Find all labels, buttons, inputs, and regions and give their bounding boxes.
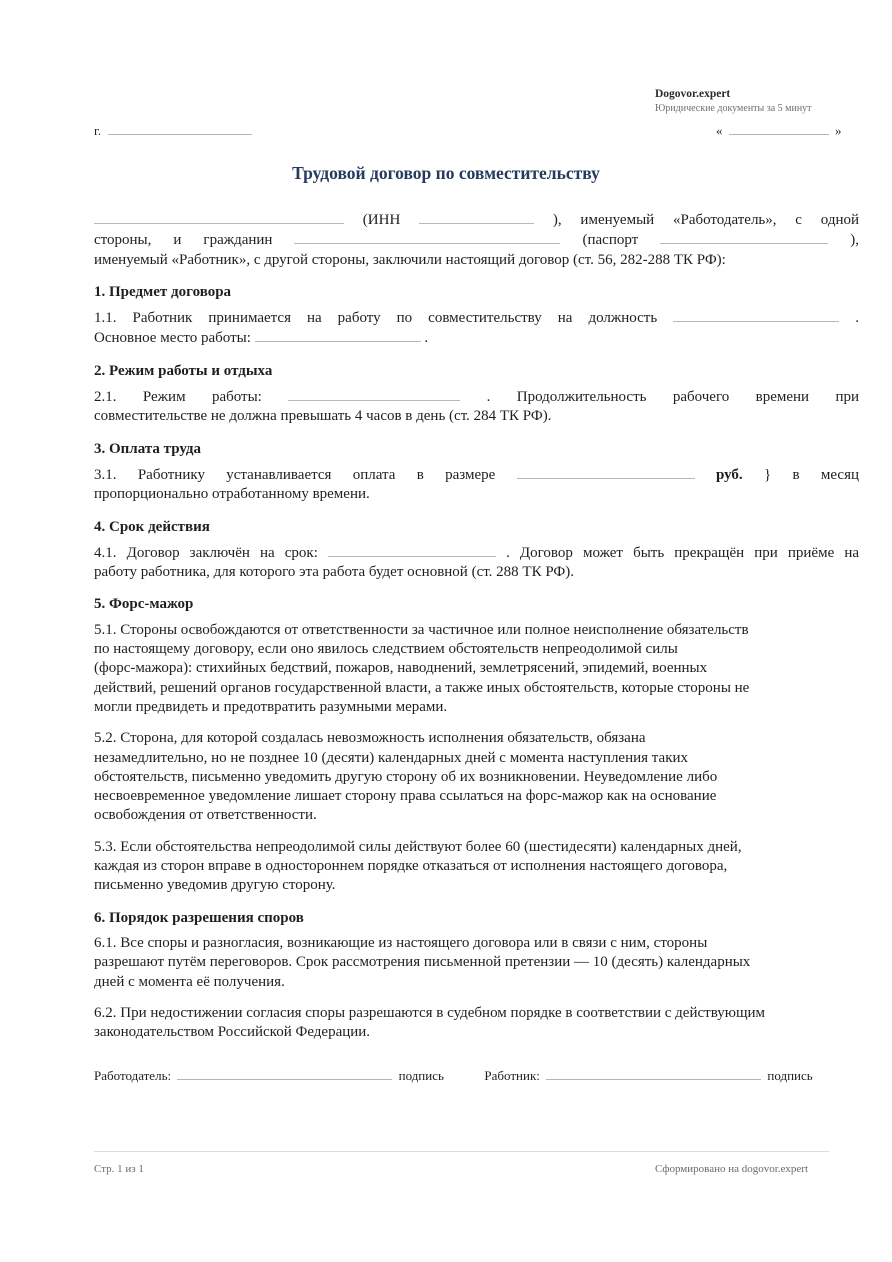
section-5-1-line: по настоящему договору, если оно явилось следствием обстоятельств непреодолимой силы: [94, 641, 678, 658]
position-end: .: [855, 310, 859, 327]
position-blank[interactable]: [673, 308, 839, 322]
section-5-3-line: каждая из сторон вправе в одностороннем порядке отказаться от исполнения настоящего договора,: [94, 858, 728, 875]
section-6-1-line: разрешают путём переговоров. Срок рассмотрения письменной претензии — 10 (десять) календарных: [94, 954, 751, 971]
employee-signature-caption: подпись: [767, 1068, 813, 1083]
section-1-heading: 1. Предмет договора: [94, 283, 232, 300]
salary-blank[interactable]: [517, 465, 695, 479]
employer-signature-label: Работодатель:: [94, 1068, 172, 1083]
employee-name-blank[interactable]: [294, 230, 560, 244]
employer-named-text: ), именуемый «Работодатель», с одной: [552, 212, 860, 228]
section-5-2-line: освобождения от ответственности.: [94, 807, 317, 824]
inn-blank[interactable]: [419, 210, 534, 224]
work-mode-blank[interactable]: [288, 387, 460, 401]
section-2-heading: 2. Режим работы и отдыха: [94, 362, 273, 379]
section-2-line-1: [94, 387, 859, 407]
inn-label: (ИНН: [362, 212, 401, 228]
position-label: 1.1. Работник принимается на работу по совместительству на должность: [94, 310, 658, 327]
section-6-2: [94, 1004, 859, 1043]
main-workplace-end: .: [424, 330, 429, 347]
section-6-1-line: 6.1. Все споры и разногласия, возникающие из настоящего договора или в связи с ним, стороны: [94, 934, 708, 951]
section-5-1-line: действий, решений органов государственной власти, а также иных обстоятельств, которые стороны не: [94, 679, 750, 696]
section-5-2-line: незамедлительно, но не позднее 10 (десяти) календарных дней с момента наступления таких: [94, 749, 689, 766]
employee-signature-line[interactable]: [546, 1066, 761, 1080]
section-5-2-line: несвоевременное уведомление лишает сторону права ссылаться на форс-мажор как на основание: [94, 788, 717, 805]
section-5-2: [94, 729, 859, 825]
section-5-3-line: 5.3. Если обстоятельства непреодолимой силы действуют более 60 (шестидесяти) календарных дней,: [94, 838, 742, 855]
section-6-1-line: дней с момента её получения.: [94, 973, 285, 990]
section-6-heading: 6. Порядок разрешения споров: [94, 909, 304, 926]
date-open-quote: «: [716, 123, 723, 138]
citizen-label: стороны, и гражданин: [94, 232, 273, 249]
main-workplace-label: Основное место работы:: [94, 330, 251, 347]
section-2-line-2: совместительстве не должна превышать 4 часов в день (ст. 284 ТК РФ).: [94, 408, 552, 425]
intro-line-2-end: ),: [850, 232, 860, 249]
section-5-heading: 5. Форс-мажор: [94, 596, 194, 613]
section-3-heading: 3. Оплата труда: [94, 440, 201, 457]
document-title: Трудовой договор по совместительству: [292, 163, 600, 183]
intro-line-1: [94, 210, 859, 230]
intro-line-2: [94, 230, 859, 250]
date-blank[interactable]: [729, 121, 829, 135]
employer-name-blank[interactable]: [94, 210, 344, 224]
generated-note: Сформировано на dogovor.expert: [655, 1163, 809, 1175]
document-body: [94, 210, 859, 1042]
section-4-line-1: [94, 543, 859, 563]
intro-line-3: именуемый «Работник», с другой стороны, заключили настоящий договор (ст. 56, 282-288 ТК РФ):: [94, 251, 726, 268]
brand-tagline: Юридические документы за 5 минут: [655, 103, 812, 114]
section-6-2-line: 6.2. При недостижении согласия споры разрешаются в судебном порядке в соответствии с действующим: [94, 1004, 766, 1021]
main-workplace-blank[interactable]: [255, 328, 421, 342]
section-5-1-line: могли предвидеть и предотвратить разумными мерами.: [94, 698, 448, 715]
section-5-3: [94, 838, 859, 896]
section-5-2-line: обстоятельств, письменно уведомить другую сторону об их возникновении. Неуведомление либо: [94, 768, 718, 785]
footer-divider: [94, 1151, 829, 1152]
brand-name: Dogovor.expert: [655, 88, 731, 100]
city-blank[interactable]: [108, 121, 252, 135]
brand-block: [655, 88, 812, 114]
section-5-2-line: 5.2. Сторона, для которой создалась невозможность исполнения обязательств, обязана: [94, 730, 646, 747]
section-5-1-line: (форс-мажора): стихийных бедствий, пожаров, наводнений, землетрясений, эпидемий, военных: [94, 660, 708, 677]
salary-label: 3.1. Работнику устанавливается оплата в размере: [94, 466, 496, 483]
work-mode-end: . Продолжительность рабочего времени при: [486, 389, 860, 406]
city-field: [94, 121, 252, 139]
term-label: 4.1. Договор заключён на срок:: [94, 544, 318, 561]
signature-block: [94, 1066, 854, 1084]
employer-signature-caption: подпись: [398, 1068, 444, 1083]
term-blank[interactable]: [328, 543, 496, 557]
page-number: Стр. 1 из 1: [94, 1163, 144, 1175]
term-end: . Договор может быть прекращён при приёме на: [506, 544, 860, 561]
employee-signature-label: Работник:: [484, 1068, 540, 1083]
section-4-heading: 4. Срок действия: [94, 518, 210, 535]
date-close-quote: »: [835, 123, 842, 138]
section-1-line-2: [94, 328, 859, 348]
date-field: [716, 121, 842, 139]
section-1-line-1: [94, 308, 859, 328]
passport-label: (паспорт: [582, 232, 639, 249]
section-4-line-2: работу работника, для которого эта работа будет основной (ст. 288 ТК РФ).: [94, 564, 575, 581]
city-prefix: г.: [94, 123, 102, 138]
employer-signature-line[interactable]: [177, 1066, 392, 1080]
section-5-3-line: письменно уведомив другую сторону.: [94, 877, 336, 894]
section-5-1: [94, 621, 859, 717]
section-6-2-line: законодательством Российской Федерации.: [94, 1024, 371, 1041]
work-mode-label: 2.1. Режим работы:: [94, 389, 262, 406]
section-3-line-1: [94, 465, 859, 485]
salary-period: } в месяц: [763, 466, 860, 483]
section-6-1: [94, 934, 859, 992]
section-3-line-2: пропорционально отработанному времени.: [94, 486, 370, 503]
section-5-1-line: 5.1. Стороны освобождаются от ответственности за частичное или полное неисполнение обязательств: [94, 621, 749, 638]
passport-blank[interactable]: [660, 230, 828, 244]
salary-currency: руб.: [715, 466, 743, 483]
